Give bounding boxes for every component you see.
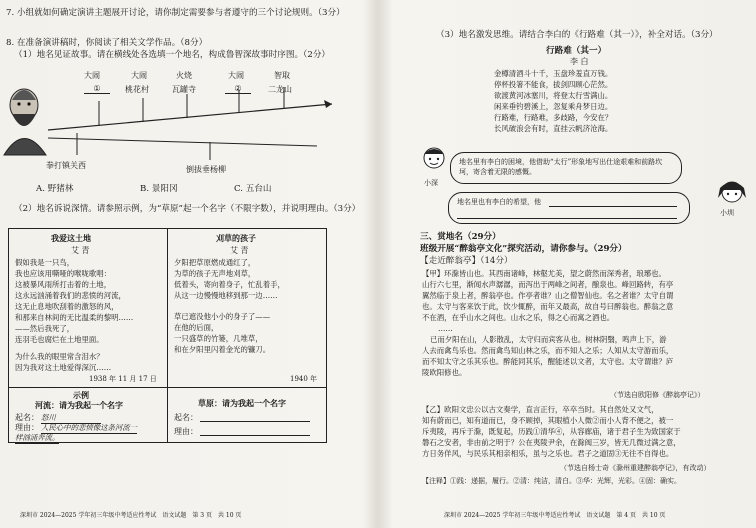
passage-jia-line: 陵欧阳修也。 [422,368,467,377]
child-girl-icon [718,182,746,202]
source-2: （节选自杨士奇《滁州重建醉翁亭记》，有改动） [560,464,711,472]
poem2-line: 一只盛草的竹篓，几堆草， [174,334,263,343]
speaker-xiaozhen: 小圳 [720,209,734,217]
timeline-place-5: 二龙山 [268,85,292,94]
child-boy-icon [424,148,444,168]
example-name-answer: 怒川 [41,412,101,424]
poem1-line: 和那来自林间的无比温柔的黎明…… [15,313,134,322]
passage-yi-line: 【乙】欧阳文忠公以古文奏学，直言正行，卒卒当时。其自然处又文气， [422,405,659,414]
question-8-2: （2）地名诉说深情。请参照示例，为“草原”起一个名字（不限字数），并说明理由。（3分） [14,204,361,214]
page-3 [0,0,372,528]
passage-jia-line: 山行六七里，渐闻水声潺潺，而泻出于两峰之间者，酿泉也。峰回路转，有亭 [422,280,674,289]
poem1-line: 连羽毛也腐烂在土地里面。 [15,335,104,344]
poem1-line: 这永远汹涌着我们的悲愤的河流， [15,291,126,300]
passage-yi-line: 方日务佯风，与民乐其相亲相乐，虽与之乐也。君子之道固③无往不自得也。 [422,449,674,458]
passage-yi [422,404,681,459]
passage-jia-line: 人去而禽鸟乐也。然而禽鸟知山林之乐，而不知人之乐；人知从太守游而乐， [422,346,674,355]
timeline-event-4: 大闹 [228,71,244,80]
section-3-heading: 三、赏地名（29分） [420,232,501,242]
poem-author: 李 白 [570,57,589,66]
grass-name-label: 起名： [174,413,198,422]
source-1: （节选自欧阳修《醉翁亭记》） [610,391,705,399]
example-name-label: 起名： [15,413,39,422]
poem1-body [15,257,133,373]
passage-yi-line: 斥夷陵，再斥于滁，既复起，历践①清华④，从容廊庙，诸于君子生为致国家于 [422,427,681,436]
option-a: A. 野猪林 [36,184,74,194]
example-cell [8,387,168,443]
monk-figure-icon [4,89,46,155]
example-title: 示例 [73,390,89,400]
timeline-event-2: 大闹 [131,71,147,80]
poem1-line: ——然后我死了， [15,324,75,333]
grass-reason-blank[interactable] [200,434,310,436]
page-4 [384,0,756,528]
bubble-2-blank-2[interactable] [457,217,677,219]
poem1-line: 我也应该用嘶哑的喉咙歌唱： [15,269,112,278]
poem1-line: 因为我对这土地爱得深沉…… [15,363,112,372]
poem-title: 行路难（其一） [546,46,607,56]
passage-jia [422,268,673,378]
passage-jia-line: 不在酒，在乎山水之间也。山水之乐，得之心而寓之酒也。 [422,313,615,322]
example-reason-answer-2: 样汹涌奔流。 [15,433,60,442]
poem2-body [174,257,285,355]
example-reason-label: 理由： [15,423,39,432]
bubble-1 [450,152,682,184]
bubble-2 [448,192,690,224]
grass-name-blank[interactable] [200,420,310,422]
passage-jia-line: 翼然临于泉上者，醉翁亭也。作亭者谁？山之僧智仙也。名之者谁？太守自谓 [422,291,674,300]
poem1-line: 这无止息地吹刮着的激怒的风， [15,302,119,311]
poem2-date: 1940 年 [290,375,318,383]
poem2-line: 为草的孩子无声地刈草， [174,269,256,278]
poem-line: 欲渡黄河冰塞川，将登太行雪满山。 [494,91,613,100]
timeline-event-start: 拳打镇关西 [46,161,86,170]
speaker-xiaoshen: 小深 [424,179,438,187]
footer-right: 深圳市 2024—2025 学年初三年级中考适应性考试 语文试题 第 4 页 共 10 页 [444,512,666,519]
poem2-line: 夕阳把草原燃成通红了， [174,258,256,267]
passage-jia-line: 已而夕阳在山，人影散乱，太守归而宾客从也。树林阴翳，鸣声上下，游 [430,335,667,344]
option-c: C. 五台山 [234,184,272,194]
poem-body [494,68,612,134]
annotations: 【注释】①践：递据，履行。②清：纯洁，清白。③华：光辉，光彩。④固：确实。 [422,477,681,485]
poem-line: 闲来垂钓碧溪上，忽复乘舟梦日边。 [494,102,613,111]
example-heading: 河流：请为我起一个名字 [35,400,123,410]
timeline-place-2: 桃花村 [125,85,149,94]
poem1-line: 这被暴风雨所打击着的土地， [15,280,112,289]
question-8: 8. 在准备演讲稿时，你阅读了相关文学作品。（8分） [6,38,208,48]
bubble-2-blank-1[interactable] [549,205,677,207]
poem1-date: 1938 年 11 月 17 日 [89,375,157,383]
grass-cell [167,387,327,443]
poem1-title: 我爱这土地 [51,233,91,243]
grass-reason-label: 理由： [174,427,198,436]
poem1-line: 假如我是一只鸟， [15,258,75,267]
passage-jia-line: 而不知太守之乐其乐也。醉能同其乐，醒能述以文者，太守也。太守谓谁？庐 [422,357,674,366]
bubble-1-text: 地名里有李白的困境，他借助“太行”形象地写出仕途艰难和前路坎坷，寄含着无限的感慨。 [459,158,663,176]
timeline-event-5: 智取 [274,71,290,80]
poem2-author: 艾 青 [230,246,249,255]
question-8-3: （3）地名激发思维。请结合李白的《行路难（其一）》，补全对话。（3分） [436,30,718,40]
example-reason-answer-1: 人民心中的悲愤像这条河流一 [41,423,138,432]
bubble-2-text: 地名里也有李白的希望，他 [457,198,541,206]
poem2-line: 低着头，寄向着身子，忙乱着手， [174,280,285,289]
timeline-event-mid: 倒拔垂杨柳 [186,165,226,174]
poem-line: 行路难，行路难，多歧路，今安在？ [494,113,613,122]
timeline-event-3: 火烧 [176,71,192,80]
poem2-line: 和在夕阳里闪着金光的镰刀。 [174,345,271,354]
poem1-cell [8,228,168,388]
passage-yi-line: 磐石之安者，非由前之明于？公在夷陵尹余，在滁阀三岁，皆无几微过满之意， [422,438,681,447]
timeline-place-3: 瓦罐寺 [172,85,196,94]
question-8-1: （1）地名见证故事。请在横线处各选填一个地名，构成鲁智深故事时序图。（2分） [14,50,331,60]
poem1-line: 为什么我的眼里常含泪水？ [15,352,104,361]
passage-yi-line: 知有蔚而已，知有道而已，身不顾掉，其眼植小人微②而小人背不便之，被一 [422,416,674,425]
question-7: 7. 小组就如何确定演讲主题展开讨论，请你制定需要参与者遵守的三个讨论规则。（3分） [6,8,345,18]
activity-intro: 班级开展“醉翁亭文化”探究活动，请你参与。（29分） [420,244,627,254]
poem2-title: 刈草的孩子 [216,233,256,243]
poem2-line: 在他的后面， [174,323,219,332]
poem-line: 长风破浪会有时，直挂云帆济沧海。 [494,124,613,133]
poem2-line: 从这一边慢慢地移到那一边…… [174,291,278,300]
footer-left: 深圳市 2024—2025 学年初三年级中考适应性考试 语文试题 第 3 页 共 10 页 [20,512,242,519]
passage-jia-line: 【甲】环滁皆山也。其西南诸峰，林壑尤美，望之蔚然而深秀者，琅琊也。 [422,269,666,278]
grass-heading: 草原：请为我起一个名字 [198,398,286,408]
timeline-blank-2[interactable]: ② [225,84,251,94]
poem2-line: 草已遮没他小小的身子了—— [174,312,271,321]
poem-line: 金樽清酒斗十千，玉盘珍羞直万钱。 [494,69,613,78]
timeline-blank-1[interactable]: ① [84,84,110,94]
poem2-cell [167,228,327,388]
timeline-event-1: 大闹 [84,71,100,80]
passage-jia-line: 也。太守与客来饮于此，饮少辄醉，而年又最高，故自号曰醉翁也。醉翁之意 [422,302,674,311]
option-b: B. 景阳冈 [140,184,178,194]
poem1-author: 艾 青 [71,246,90,255]
subsection-1: 【走近醉翁亭】（14分） [420,256,513,266]
passage-jia-line: …… [438,324,453,333]
poem-line: 停杯投箸不能食，拔剑四顾心茫然。 [494,80,613,89]
